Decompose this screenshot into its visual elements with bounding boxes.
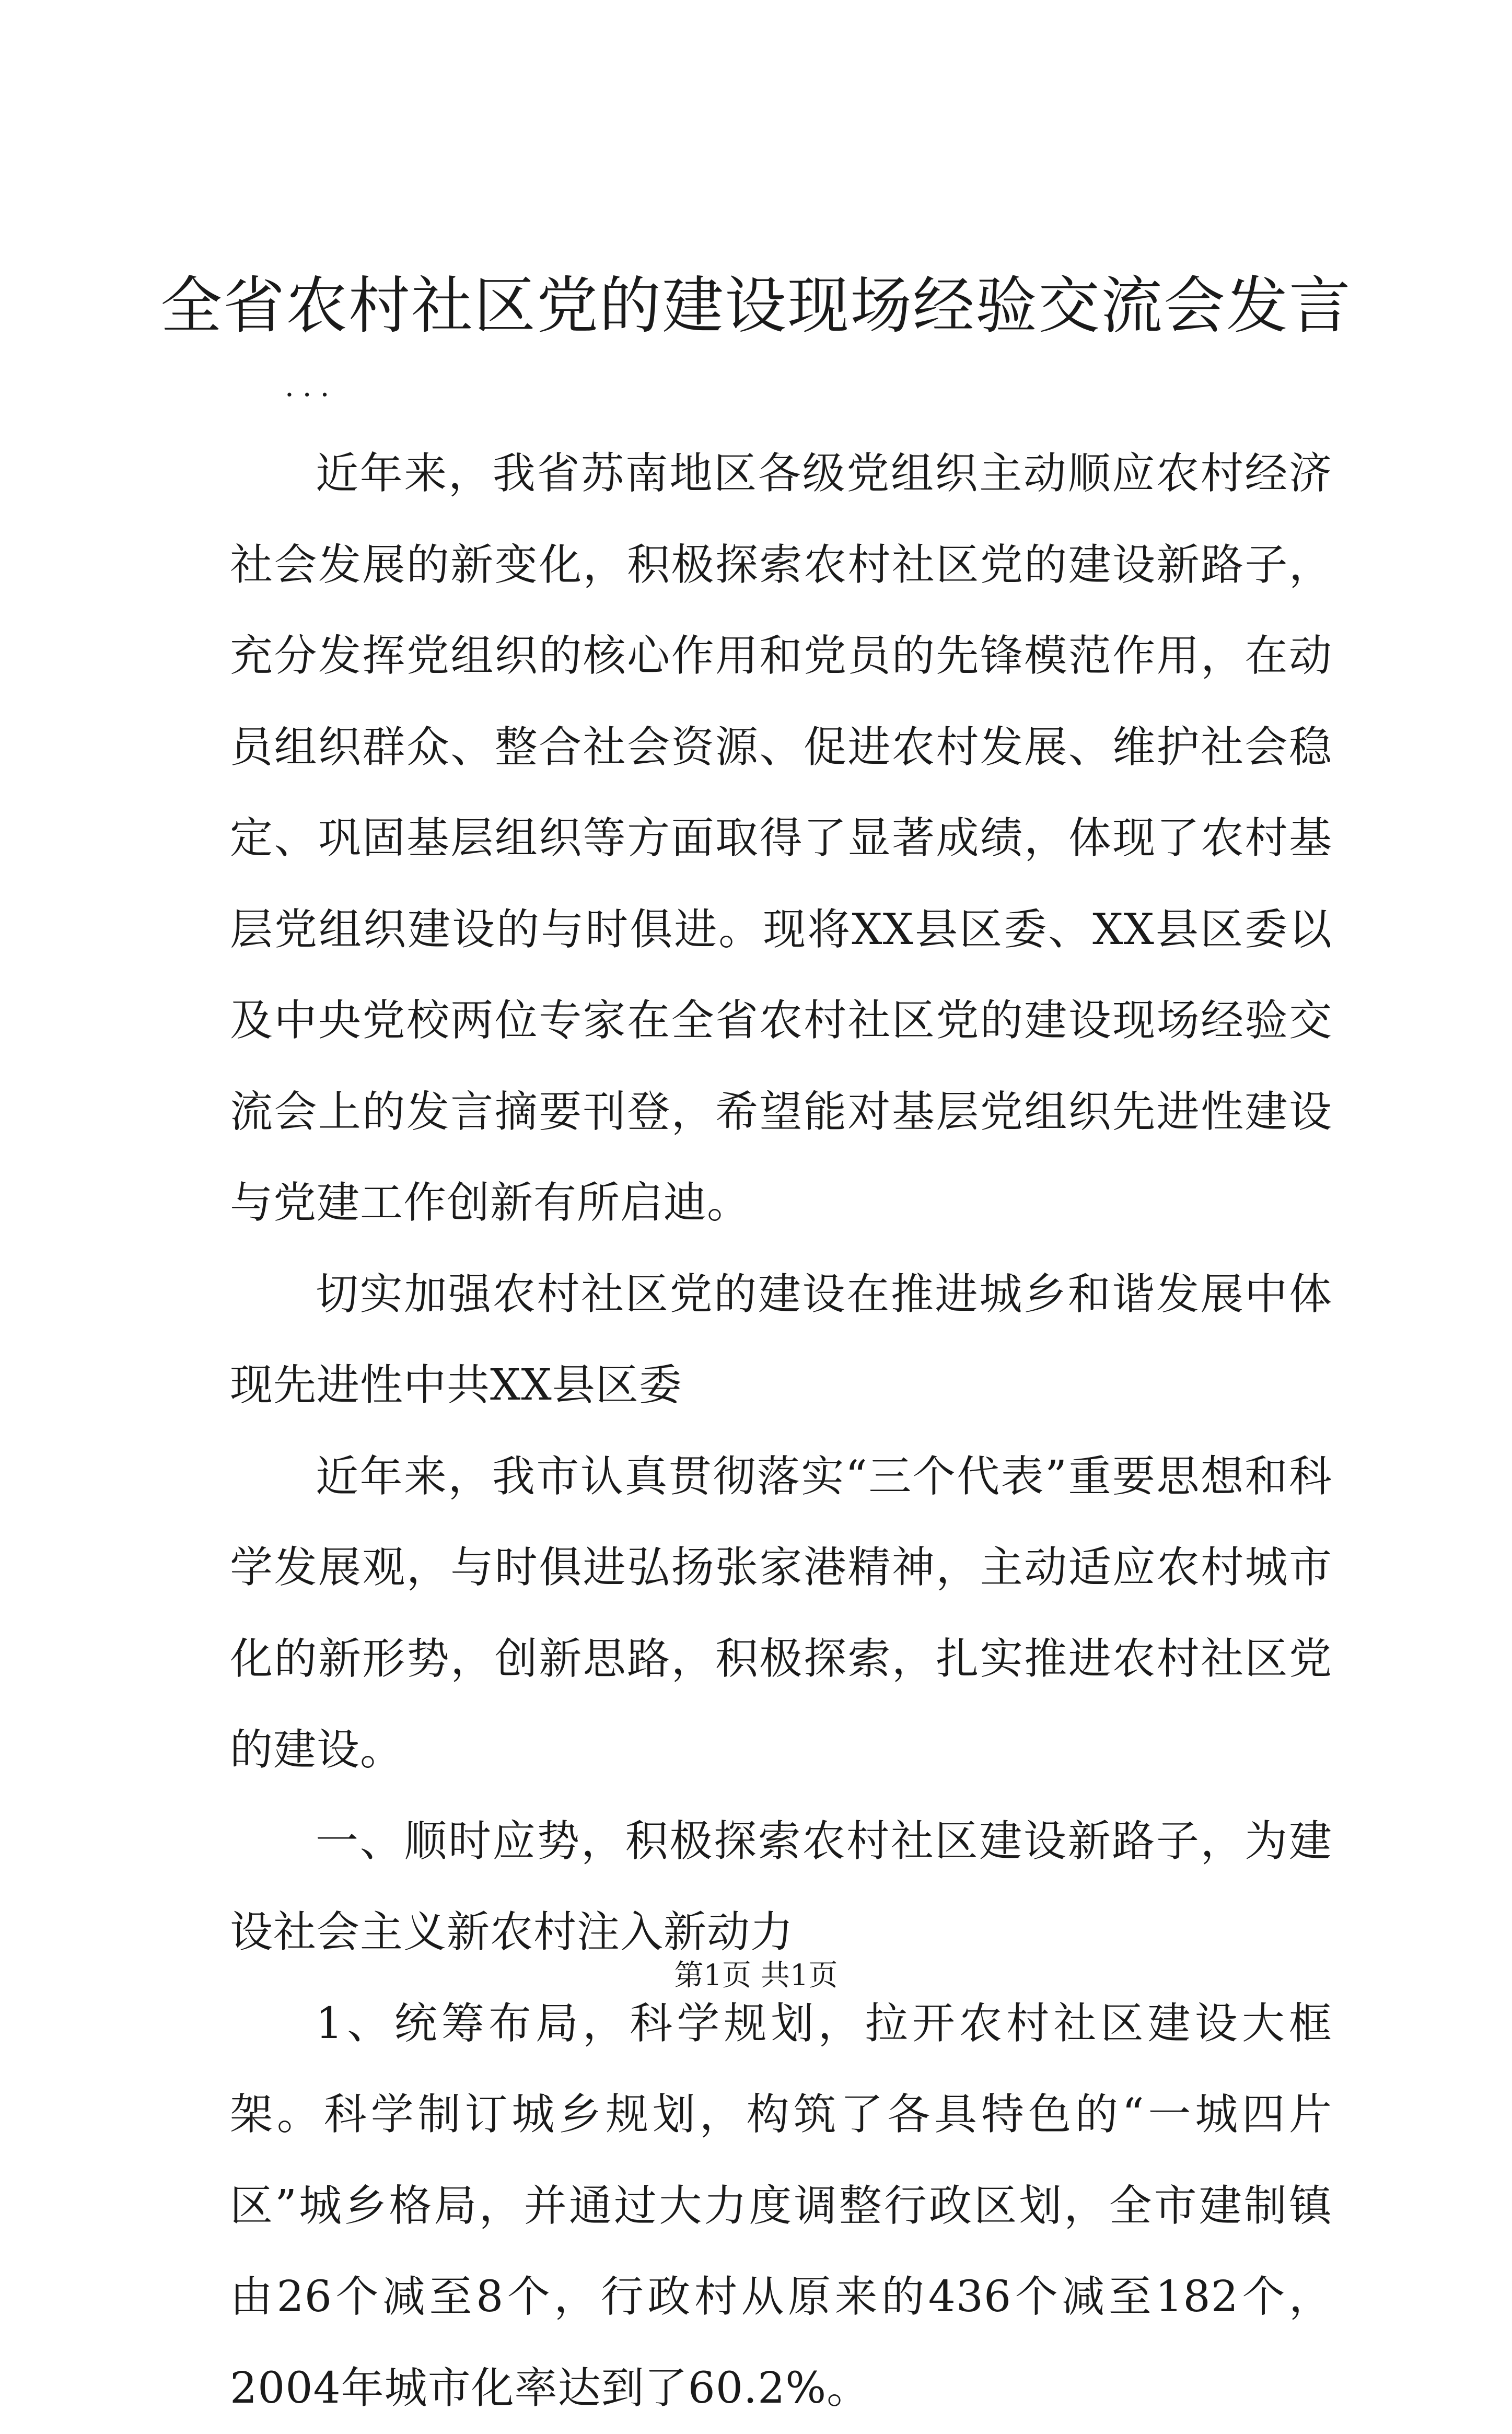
document-body [230,428,1332,2434]
paragraph-intro: 近年来，我省苏南地区各级党组织主动顺应农村经济社会发展的新变化，积极探索农村社区党的建设新路子，充分发挥党组织的核心作用和党员的先锋模范作用，在动员组织群众、整合社会资源、促进农村发展、维护社会稳定、巩固基层组织等方面取得了显著成绩，体现了农村基层党组织建设的与时俱进。现将XX县区委、XX县区委以及中央党校两位专家在全省农村社区党的建设现场经验交流会上的发言摘要刊登，希望能对基层党组织先进性建设与党建工作创新有所启迪。 [230,428,1332,1249]
ellipsis-marker: ... [285,366,338,407]
paragraph-section-one: 一、顺时应势，积极探索农村社区建设新路子，为建设社会主义新农村注入新动力 [230,1796,1332,1978]
page-footer: 第1页 共1页 [0,1955,1512,1997]
paragraph-overview: 近年来，我市认真贯彻落实“三个代表”重要思想和科学发展观，与时俱进弘扬张家港精神，主动适应农村城市化的新形势，创新思路，积极探索，扎实推进农村社区党的建设。 [230,1431,1332,1796]
paragraph-item-one: 1、统筹布局，科学规划，拉开农村社区建设大框架。科学制订城乡规划，构筑了各具特色的“一城四片区”城乡格局，并通过大力度调整行政区划，全市建制镇由26个减至8个，行政村从原来的436个减至182个，2004年城市化率达到了60.2%。 [230,1978,1332,2434]
document-title: 全省农村社区党的建设现场经验交流会发言 [0,264,1512,347]
paragraph-heading-speech: 切实加强农村社区党的建设在推进城乡和谐发展中体现先进性中共XX县区委 [230,1249,1332,1431]
